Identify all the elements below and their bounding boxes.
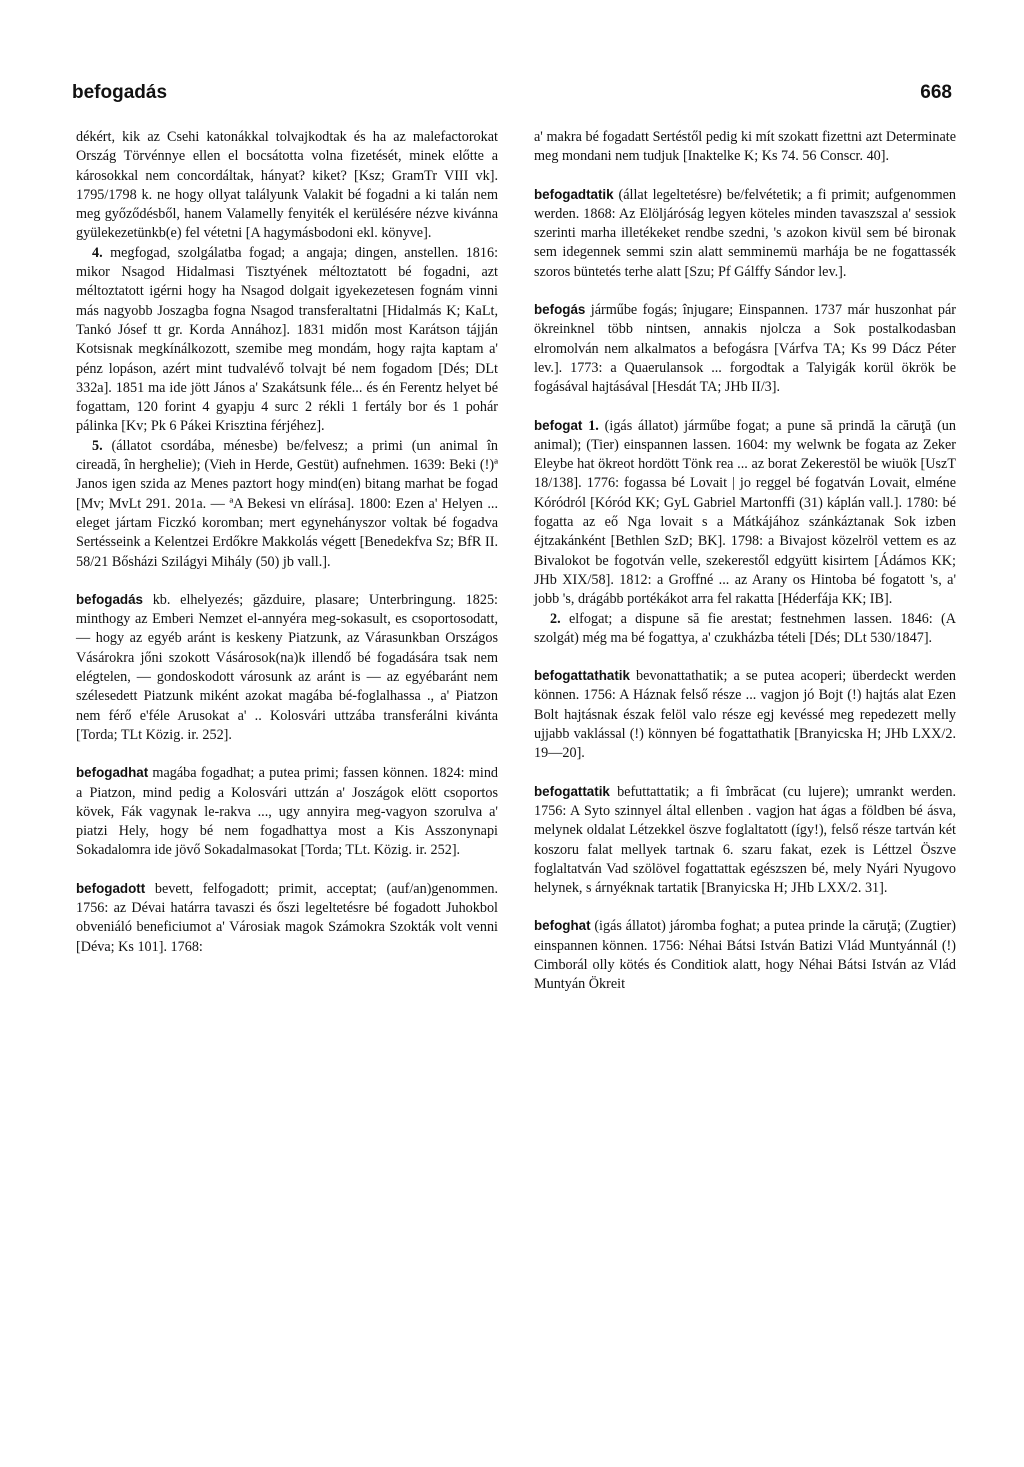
entry-text: elfogat; a dispune să fie arestat; festnehmen lassen. 1846: (A szolgát) még ma bé fogattya, a' czukházba tételi [Dés; DLt 530/1847].	[534, 610, 956, 646]
dictionary-entry	[534, 782, 956, 899]
entry-text: bevonattathatik; a se putea acoperi; überdeckt werden können. 1756: A Háznak felső része ... vagjon jó Bojt (!) hajtás alat Ezen Bolt hajtásnak észak felöl valo része egj kevéssé meg repedezett melly ujjabb vaklással (!) könnyen bé fogattathatik [Branyicska H; JHb LXX/2. 19—20].	[534, 668, 956, 762]
continuation-paragraph	[76, 128, 498, 244]
continuation-paragraph	[534, 128, 956, 167]
entry-text: bevett, felfogadott; primit, acceptat; (auf/an)genommen. 1756: az Dévai határra tavaszi és őszi legeltetésre bé fogadott Juhokbol obveniáló beneficiumot a' Városiak magok Számokra Szokták volt venni [Déva; Ks 101]. 1768:	[76, 880, 499, 955]
dictionary-entry	[76, 763, 498, 860]
entry-text: (állat legeltetésre) be/felvétetik; a fi primit; aufgenommen werden. 1868: Az Elöljáróság legyen köteles minden tavaszszal a' sessiok szerinti marha illetékeket rendbe szedni, 's azokon kivül sem bé bironak sem idegennek semmi szin alatt semminemü marhája be ne fogattassék szoros büntetés terhe alatt [Szu; Pf Gálffy Sándor lev.].	[534, 186, 956, 280]
dictionary-entry	[76, 879, 498, 957]
entry-text: magába fogadhat; a putea primi; fassen können. 1824: mind a Piatzon, mind pedig a Kolosvári uttzán a' Joszágok elött csoportos kövek, Fák vagynak le-rakva ..., ugy annyira meg-vagyon szorulva a' piatzi Hely, hogy bé nem fogadhattya most a Kis Asszonynapi Sokadalomra ide jövő Sokadalmasokat [Torda; TLt. Közig. ir. 252].	[76, 765, 499, 859]
sense-number: 5.	[92, 437, 103, 454]
sense-paragraph	[76, 437, 498, 572]
entry-text: (állatot csordába, ménesbe) be/felvesz; a primi (un animal în cireadă, în herghelie); (Vieh in Herde, Gestüt) aufnehmen. 1639: Beki (!)ª Janos igen szida az Menes paztort hogy mind(en) bitang marhat be fogad [Mv; MvLt 291. 201a. — ªA Bekesi vn elírása]. 1800: Ezen a' Helyen ... eleget jártam Ficzkó koromban; mert egynehányszor voltak bé fogadva Sertésseink a Kelentzei Erdőkre Makkolás végett [Benedekfva Sz; BfR II. 58/21 Bősházi Szilágyi Mihály (50) jb vall.].	[76, 437, 499, 570]
entry-headword: befoghat	[534, 918, 591, 934]
entry-text: (igás állatot) járomba foghat; a putea prinde la căruţă; (Zugtier) einspannen können. 1756: Néhai Bátsi István Batizi Vlád Muntyánnál (!) Cimborál olly kötés és Conditiok alatt, hogy Néhai Bátsi István az Vlád Muntyán Ökreit	[534, 918, 957, 993]
entry-headword: befogattathatik	[534, 668, 630, 684]
sense-paragraph	[534, 610, 956, 649]
entry-headword: befogadás	[76, 591, 143, 607]
left-column	[76, 128, 498, 1013]
dictionary-entry	[534, 666, 956, 763]
dictionary-entry	[76, 590, 498, 745]
right-column	[534, 128, 956, 1013]
entry-headword: befogadott	[76, 880, 146, 896]
entry-headword: befogattatik	[534, 783, 610, 799]
entry-text: befuttattatik; a fi îmbrăcat (cu lujere); umrankt werden. 1756: A Syto szinnyel által ellenben . vagjon hat ágas a földben bé ásva, melynek oldalat Létzekkel öszve foglaltatott (így!), felső része tartván két koszoru falat mellyek tartnak 6. szaru fakat, ezek is Léttzel Öszve foglaltatván Vad szölövel fogattattak egészszen bé, mely Nyári Nyugovo helynek, s árnyéknak tartatik [Branyicska H; JHb LXX/2. 31].	[534, 783, 956, 897]
dictionary-entry	[534, 300, 956, 397]
sense-paragraph	[76, 244, 498, 437]
running-headword: befogadás	[72, 82, 168, 103]
entry-text: (igás állatot) járműbe fogat; a pune să prindă la căruţă (un animal); (Tier) einspannen lassen. 1604: my welwnk be fogata az Zeker Eleybe hat ökreot hordött Tönk rea ... az borat Zekerestöl be wiuök [UszT 18/138]. 1776: fogassa bé Lovait | jo reggel bé fogatván Lovait, elméne Kóródról [Kóród KK; GyL Gabriel Martonffi (31) káplán vall.]. 1780: bé fogatta az eő Nga lovait s a Mátkájához szánkáztanak Sok izben éjtzakánként [Bethlen SzD; BK]. 1798: a Bivajost közelröl vettem es az Bivalokot be fogotván velle, szekerestől edgyütt kisirtem [Ádámos KK; JHb XIX/58]. 1812: a Groffné ... az Arany os Hintoba bé fogatott 's, a' jobb 's, drágább portékákot arra fel rakatta [Héderfája KK; IB].	[534, 417, 956, 608]
entry-text: kb. elhelyezés; găzduire, plasare; Unterbringung. 1825: minthogy az Emberi Nemzet el-annyéra meg-sokasult, es csoportosodatt, — hogy az egyéb aránt is keskeny Piatzunk, az Várasunkban Országos Vásárokra jőni szokott Vásárosok(na)k illendő bé fogadására tsak nem elégtelen, — gondoskodott városunk az aránt is — az egyébaránt nem szélesedett Piatzunk miként azokat magába bé-foglalhassa ., a' Piatzon nem férő e'féle Arusokat a' .. Kolosvári uttzába transferálni kivánta [Torda; TLt Közig. ir. 252].	[76, 591, 498, 743]
dictionary-entry	[534, 416, 956, 610]
entry-headword: befogat	[534, 417, 583, 433]
entry-text: megfogad, szolgálatba fogad; a angaja; dingen, anstellen. 1816: mikor Nsagod Hidalmasi Tisztyének méltoztatott bé fogadni, azt méltoztatott igérni hogy ha Nsagod dolgait igyekezetesen fognám vinni más nagyobb Joszagba fogna Nsagod transferaltatni [Hidalmás K; KaLt, Tankó Jósef tt gr. Korda Annához]. 1831 midőn most Karátson tájján Kotsisnak megkínálkozott, szemibe meg mondám, hogy rajta kaptam a' pénz lopáson, azért mint tudvalévő tolvajt bé nem fogadom [Dés; DLt 332a]. 1851 ma ide jött János a' Szakátsunk féle... és én Ferentz helyet bé fogattam, 120 forint 4 gyapju 4 surc 2 rékli 1 fertály bor és 1 pohár pálinka [Kv; Pk 6 Pákei Krisztina férjéhez].	[76, 244, 499, 435]
entry-text: a' makra bé fogadatt Sertéstől pedig ki mít szokatt fizettni azt Determinate meg mondani nem tudjuk [Inaktelke K; Ks 74. 56 Conscr. 40].	[534, 129, 956, 165]
running-head	[72, 82, 952, 104]
text-columns	[76, 128, 956, 1013]
entry-text: járműbe fogás; înjugare; Einspannen. 1737 már huszonhat pár ökreinknel több nintsen, annakis njolcza a Sok postalkodasban elromolván nem alkalmatos a befogásra [Várfva TA; Ks 99 Dácz Péter lev.]. 1773: a Quaerulansok ... forgodtak a Talyigák korül ökrök be fogásával hajtásával [Hesdát TA; JHb II/3].	[534, 302, 956, 396]
dictionary-entry	[534, 185, 956, 282]
sense-number: 4.	[92, 244, 103, 261]
sense-number: 1.	[588, 417, 599, 434]
entry-headword: befogás	[534, 302, 586, 318]
entry-headword: befogadtatik	[534, 186, 614, 202]
entry-text: dékért, kik az Csehi katonákkal tolvajkodtak és ha az malefactorokat Ország Törvénnye ellen el bocsátotta volna fizetését, minek előtte a károsokkal nem concordáltak, hányat? kiket? [Ksz; GramTr VIII vk]. 1795/1798 k. ne hogy ollyat talályunk Valakit bé fogadni a ki talán nem meg győződésből, hanem Valamelly fenyiték el kerülésére nézve kivánna gyülekezetünkb(e) fel vétetni [A hagymásbodoni ekl. könyve].	[76, 129, 498, 242]
dictionary-entry	[534, 916, 956, 994]
entry-headword: befogadhat	[76, 765, 149, 781]
sense-number: 2.	[550, 610, 561, 627]
page-number: 668	[920, 82, 952, 103]
